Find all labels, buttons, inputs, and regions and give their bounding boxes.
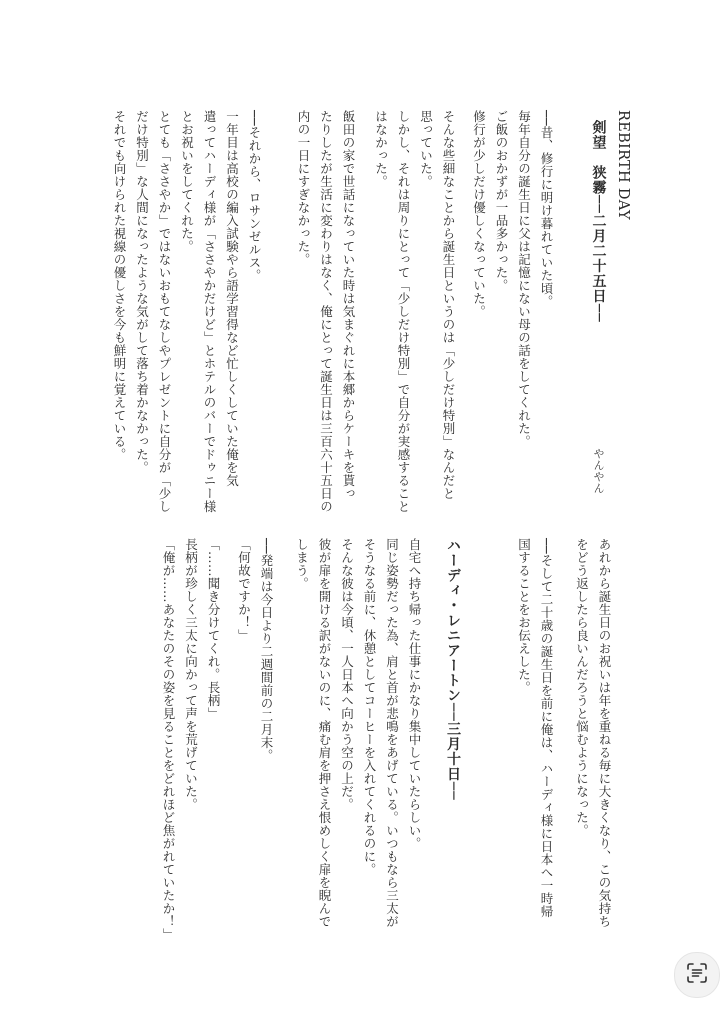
bottom-block-c bbox=[294, 538, 422, 928]
top-block-b bbox=[366, 110, 454, 520]
text-line: だけ特別」な人間になったような気がして落ち着かなかった。 bbox=[134, 110, 150, 474]
author-name: やんやん bbox=[592, 448, 605, 494]
text-line: 飯田の家で世話になっていた時は気まぐれに本郷からケーキを貰っ bbox=[341, 110, 356, 500]
text-line: 長柄が珍しく三太に向かって声を荒げていた。 bbox=[183, 538, 199, 811]
text-line: 同じ姿勢だった為、肩と首が悲鳴をあげている。いつもなら三太が bbox=[384, 538, 400, 928]
story-title: REBIRTH DAY bbox=[615, 110, 631, 220]
text-line: 「俺が……あなたのその姿を見ることをどれほど焦がれていたか！」 bbox=[161, 538, 176, 941]
text-line: 自宅へ持ち帰った仕事にかなり集中していたらしい。 bbox=[407, 538, 422, 850]
top-block-a bbox=[470, 110, 552, 520]
text-line: そうなる前に、休憩としてコーヒーを入れてくれるのに。 bbox=[362, 538, 377, 876]
text-line: ──それから、ロサンゼルス。 bbox=[247, 110, 262, 283]
section-heading-2-column bbox=[430, 538, 460, 928]
text-line: ご飯のおかずが一品多かった。 bbox=[494, 110, 509, 292]
text-scan-button[interactable] bbox=[674, 952, 720, 998]
text-line: 一年目は高校の編入試験やら語学習得など忙しくしていた俺を気 bbox=[224, 110, 240, 487]
text-line: しまう。 bbox=[294, 538, 310, 590]
text-line: 彼が扉を開ける訳がないのに、痛む肩を押さえ恨めしく扉を睨んで bbox=[317, 538, 332, 928]
text-line: をどう返したら良いんだろうと悩むようになった。 bbox=[574, 538, 590, 837]
section-heading-1: 剣望 狭霧──二月二十五日── bbox=[590, 120, 607, 323]
text-line: たりしたが生活に変わりはなく、俺にとって誕生日は三百六十五日の bbox=[318, 110, 334, 513]
top-block-d bbox=[112, 110, 262, 520]
text-line: 「何故ですか！」 bbox=[236, 538, 252, 642]
text-line: とお祝いをしてくれた。 bbox=[179, 110, 195, 253]
text-line: しかし、それは周りにとって「少しだけ特別」で自分が実感すること bbox=[396, 110, 411, 513]
text-line: 国することをお伝えした。 bbox=[516, 538, 532, 694]
text-line: そんな些細なことから誕生日というのは「少しだけ特別」なんだと bbox=[441, 110, 456, 500]
section-heading-2: ハーディ・レニアートン──三月十日── bbox=[445, 538, 461, 801]
bottom-block-a bbox=[560, 538, 610, 928]
text-line: ──発端は今日より二週間前の二月末。 bbox=[259, 538, 274, 763]
bottom-block-d bbox=[130, 538, 274, 941]
text-line: 毎年自分の誕生日に父は記憶にない母の話をしてくれた。 bbox=[516, 110, 532, 448]
text-line: はなかった。 bbox=[373, 110, 389, 188]
text-line: 内の一日にすぎなかった。 bbox=[296, 110, 311, 266]
text-line: 「……聞き分けてくれ。長柄」 bbox=[206, 538, 221, 720]
text-line: ──昔、修行に明け暮れていた頃。 bbox=[539, 110, 554, 309]
text-line: それでも向けられた視線の優しさを今も鮮明に覚えている。 bbox=[112, 110, 127, 461]
text-line: 修行が少しだけ優しくなっていた。 bbox=[471, 110, 487, 318]
text-line: あれから誕生日のお祝いは年を重ねる毎に大きくなり、この気持ち bbox=[597, 538, 612, 928]
text-line: 遣ってハーディ様が「ささやかだけど」とホテルのバーでドゥニー様 bbox=[202, 110, 217, 513]
bottom-block-b bbox=[502, 538, 552, 928]
text-line: 思っていた。 bbox=[418, 110, 434, 188]
text-line: とても「ささやか」ではないおもてなしやプレゼントに自分が「少し bbox=[157, 110, 172, 513]
text-line: ──そして二十歳の誕生日を前に俺は、ハーディ様に日本へ一時帰 bbox=[539, 538, 554, 919]
text-line: そんな彼は今頃、一人日本へ向かう空の上だ。 bbox=[339, 538, 355, 811]
top-block-c bbox=[286, 110, 354, 520]
text-scan-icon bbox=[686, 962, 708, 988]
